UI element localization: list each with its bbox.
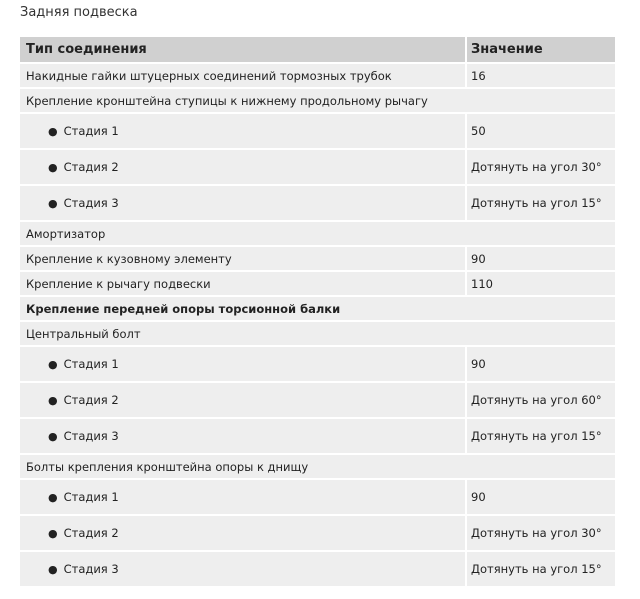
torque-table (20, 35, 615, 588)
group-label: Амортизатор (20, 222, 615, 245)
stage-cell (20, 186, 465, 220)
table-row (20, 272, 615, 295)
table-row (20, 247, 615, 270)
stage-cell (20, 516, 465, 550)
row-value: Дотянуть на угол 15° (465, 419, 615, 453)
table-row (20, 347, 615, 381)
table-row (20, 114, 615, 148)
stage-label: Стадия 1 (63, 124, 119, 138)
bullet-icon: ● (48, 491, 58, 504)
bullet-icon: ● (48, 563, 58, 576)
row-value: Дотянуть на угол 15° (465, 186, 615, 220)
table-row (20, 516, 615, 550)
row-value: 50 (465, 114, 615, 148)
stage-label: Стадия 1 (63, 357, 119, 371)
table-row (20, 383, 615, 417)
bullet-icon: ● (48, 394, 58, 407)
table-row (20, 419, 615, 453)
header-value: Значение (465, 37, 615, 62)
stage-cell (20, 552, 465, 586)
table-row (20, 150, 615, 184)
row-value: 90 (465, 247, 615, 270)
subsection-heading: Крепление передней опоры торсионной балки (20, 297, 615, 320)
bullet-icon: ● (48, 358, 58, 371)
bullet-icon: ● (48, 430, 58, 443)
bullet-icon: ● (48, 161, 58, 174)
stage-cell (20, 347, 465, 381)
stage-label: Стадия 3 (63, 196, 119, 210)
stage-label: Стадия 1 (63, 490, 119, 504)
header-connection-type: Тип соединения (20, 37, 465, 62)
stage-cell (20, 383, 465, 417)
stage-cell (20, 150, 465, 184)
table-row (20, 186, 615, 220)
stage-label: Стадия 2 (63, 526, 119, 540)
stage-label: Стадия 3 (63, 562, 119, 576)
bullet-icon: ● (48, 125, 58, 138)
table-row (20, 455, 615, 478)
table-row (20, 297, 615, 320)
row-value: Дотянуть на угол 15° (465, 552, 615, 586)
stage-cell (20, 419, 465, 453)
section-title: Задняя подвеска (20, 5, 138, 20)
table-row (20, 89, 615, 112)
row-value: 16 (465, 64, 615, 87)
row-value: 110 (465, 272, 615, 295)
stage-label: Стадия 2 (63, 160, 119, 174)
stage-cell (20, 480, 465, 514)
row-value: 90 (465, 480, 615, 514)
bullet-icon: ● (48, 197, 58, 210)
stage-cell (20, 114, 465, 148)
table-row (20, 322, 615, 345)
row-value: Дотянуть на угол 60° (465, 383, 615, 417)
group-label: Болты крепления кронштейна опоры к днищу (20, 455, 615, 478)
stage-label: Стадия 2 (63, 393, 119, 407)
row-label: Крепление к рычагу подвески (20, 272, 465, 295)
table-header-row (20, 37, 615, 62)
table-row (20, 222, 615, 245)
table-row (20, 552, 615, 586)
bullet-icon: ● (48, 527, 58, 540)
row-value: Дотянуть на угол 30° (465, 516, 615, 550)
row-label: Крепление к кузовному элементу (20, 247, 465, 270)
row-label: Накидные гайки штуцерных соединений тормозных трубок (20, 64, 465, 87)
group-label: Крепление кронштейна ступицы к нижнему продольному рычагу (20, 89, 615, 112)
group-label: Центральный болт (20, 322, 615, 345)
stage-label: Стадия 3 (63, 429, 119, 443)
row-value: 90 (465, 347, 615, 381)
table-row (20, 64, 615, 87)
row-value: Дотянуть на угол 30° (465, 150, 615, 184)
table-row (20, 480, 615, 514)
